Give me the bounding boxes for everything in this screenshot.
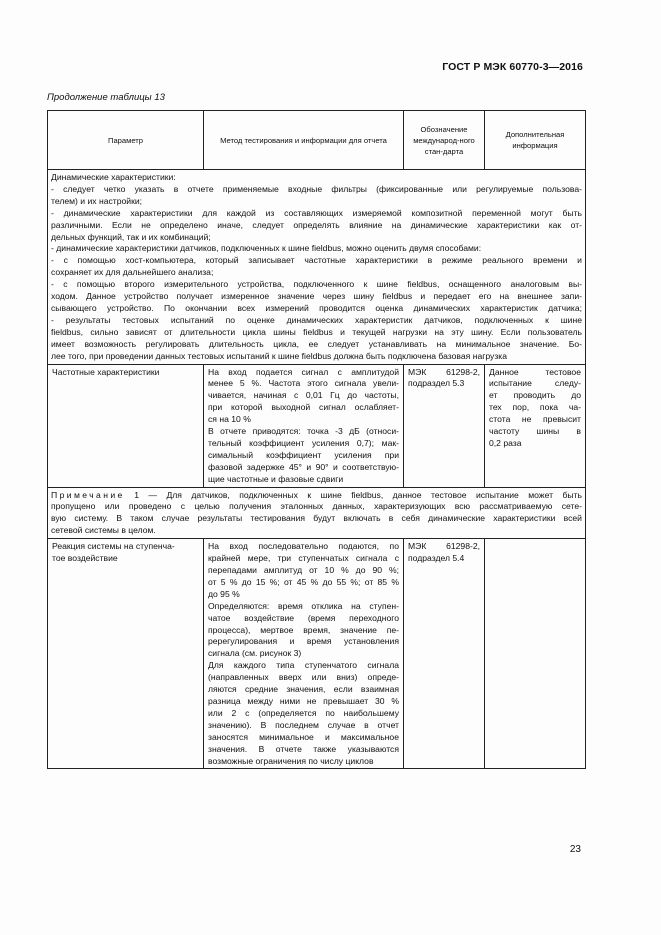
note-first-line (51, 490, 582, 502)
step-standard-cell (404, 539, 485, 769)
table-caption: Продолжение таблицы 13 (47, 92, 165, 103)
text-line: дельных функций, так и их комбинаций; (51, 231, 211, 242)
text-line: телем) и их настройки; (51, 195, 143, 206)
text-line: имеет возможность регулировать длительность цикла, ее следует устанавливать на минимальное значение. Бо- (51, 338, 582, 349)
freq-info-cell (485, 364, 586, 487)
dynamic-characteristics-row (48, 170, 586, 365)
note-label: Примечание (51, 489, 125, 500)
freq-parameter: Частотные характеристики (52, 366, 160, 377)
text-line: тельный коэффициент усиления 0,7); мак- (208, 437, 399, 448)
text-line: На вход последовательно подаются, по (208, 541, 399, 552)
text-line: менее 5 %. Частота этого сигнала увели- (208, 378, 399, 389)
freq-parameter-cell (48, 364, 204, 487)
text-line: значения. В отчете также указываются (208, 743, 399, 754)
text-line: - динамические характеристики для каждой из составляющих измеряемой композитной переменной могут быть (51, 207, 582, 218)
text-line: до 95 % (208, 588, 240, 599)
text-line: - результаты тестовых испытаний по оценке динамических характеристик датчиков, подключенных к шине (51, 314, 582, 325)
text-line: подраздел 5.4 (408, 553, 465, 564)
text-line: при которой выходной сигнал ослабляет- (208, 402, 399, 413)
col-header-info: Дополнительная информация (485, 111, 586, 170)
text-line: симальный коэффициент усиления при (208, 449, 399, 460)
text-line: ходом. Данное устройство получает измеренное значение через шину fieldbus и передает его на внешнее запи- (51, 291, 582, 302)
text-line: Определяются: время отклика на ступен- (208, 600, 399, 611)
col-header-method: Метод тестирования и информации для отчета (204, 111, 404, 170)
note-text: 1 — Для датчиков, подключенных к шине fieldbus, данное тестовое испытание может быть (134, 489, 583, 500)
text-line: ляются средние значения, если взаимная (208, 684, 399, 695)
standard-designation: ГОСТ Р МЭК 60770-3—2016 (442, 61, 583, 73)
frequency-characteristics-row (48, 364, 586, 487)
text-line: - с помощью хост-компьютера, который записывает частотные характеристики в режиме реального времени и (51, 255, 582, 266)
text-line: фазовой задержке 45° и 90° и соответствую- (208, 461, 399, 472)
text-line: чивается, начиная с 0,01 Гц до частоты, (208, 390, 399, 401)
text-line: перепадами амплитуд от 10 % до 90 %; (208, 565, 399, 575)
text-line: fieldbus, сильно зависят от длительности цикла шины fieldbus и текущей нагрузки на эту шину. Если пользователь (51, 326, 582, 337)
text-line: вую систему. В таком случае результаты тестирования будут включать в себя динамические характеристики всей (51, 513, 582, 524)
text-line: На вход подается сигнал с амплитудой (208, 366, 399, 377)
text-line: сетевой системы в целом. (51, 525, 156, 536)
note-cell (48, 487, 586, 539)
text-line: ререгулирования и время установления (208, 636, 399, 647)
dynamic-characteristics-text (48, 170, 586, 365)
text-line: (направленных вверх или вниз) опреде- (208, 672, 399, 683)
text-line: испытание следу- (489, 378, 581, 389)
text-line: пропущено или проведено с целью получения эталонных данных, характеризующих всю рассматриваемую сете- (51, 501, 582, 512)
page-number: 23 (569, 844, 581, 855)
text-line: Динамические характеристики: (51, 172, 176, 182)
text-line: щие частотные и фазовые сдвиги (208, 473, 344, 484)
text-line: значению). В последнем случае в отчет (208, 719, 399, 730)
step-method-cell (204, 539, 404, 769)
text-line: чатое воздействие (время переходного (208, 612, 399, 623)
text-line: - следует четко указать в отчете применяемые входные фильтры (фиксированные или регулируемые пользова- (51, 183, 582, 194)
text-line: лее того, при проведении данных тестовых испытаний к шине fieldbus должна быть подключена базовая нагрузка (51, 350, 508, 361)
note-row (48, 487, 586, 539)
text-line: разница между ними не превышает 30 % (208, 695, 399, 706)
text-line: В отчете приводятся: точка -3 дБ (относи- (208, 426, 399, 437)
freq-standard-cell (404, 364, 485, 487)
text-line: Данное тестовое (489, 366, 581, 377)
spec-table (47, 110, 586, 769)
text-line: сохраняет их для дальнейшего анализа; (51, 267, 214, 278)
text-line: сывающего устройство. По окончании всех измерений проводится оценка динамических характеристик датчика; (51, 302, 582, 313)
text-line: - с помощью второго измерительного устройства, подключенного к шине fieldbus, оснащенного аналоговым вы- (51, 279, 582, 290)
text-line: 0,2 раза (489, 437, 522, 448)
text-line: ет проводить до (489, 390, 581, 401)
col-header-standard: Обозначение международ-ного стан-дарта (404, 111, 485, 170)
text-line: Реакция системы на ступенча- (52, 541, 175, 552)
text-line: - динамические характеристики датчиков, подключенных к шине fieldbus, можно оценить двумя способами: (51, 243, 482, 254)
text-line: тое воздействие (52, 553, 118, 564)
text-line: от 5 % до 15 %; от 45 % до 55 %; от 85 % (208, 576, 399, 587)
col-header-parameter: Параметр (48, 111, 204, 170)
text-line: МЭК 61298-2, (408, 366, 480, 377)
text-line: подраздел 5.3 (408, 378, 465, 389)
step-response-row (48, 539, 586, 769)
text-line: тех пор, пока ча- (489, 402, 581, 413)
table-header-row (48, 111, 586, 170)
text-line: процесса), мертвое время, значение пе- (208, 624, 399, 635)
text-line: стота не превысит (489, 414, 581, 425)
text-line: ся на 10 % (208, 414, 251, 425)
text-line: или 2 с (определяется по наибольшему (208, 707, 399, 718)
text-line: МЭК 61298-2, (408, 541, 480, 552)
text-line: крайней мере, три ступенчатых сигнала с (208, 553, 399, 564)
text-line: сигнала (см. рисунок 3) (208, 648, 302, 659)
text-line: Для каждого типа ступенчатого сигнала (208, 660, 399, 671)
text-line: частоту шины в (489, 426, 581, 437)
text-line: заносятся минимальное и максимальное (208, 731, 399, 742)
step-info-cell (485, 539, 586, 769)
step-parameter-cell (48, 539, 204, 769)
freq-method-cell (204, 364, 404, 487)
text-line: различными. Если не определено иначе, следует определять влияние на динамические характеристики как от- (51, 219, 582, 230)
text-line: возможные ограничения по числу циклов (208, 755, 374, 766)
